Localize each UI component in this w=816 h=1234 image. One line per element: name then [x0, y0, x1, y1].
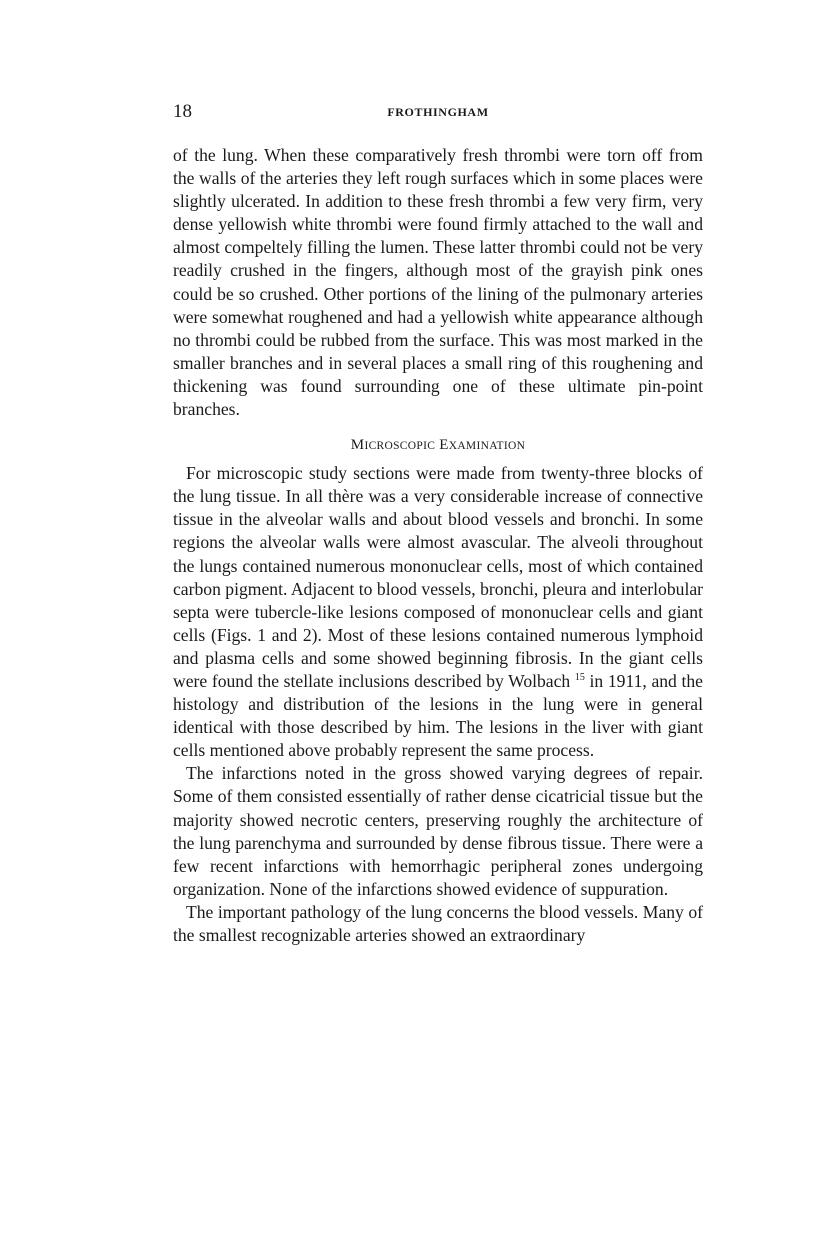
paragraph-blood-vessels: The important pathology of the lung concerns the blood vessels. Many of the smallest recognizable arteries showed an extraordinary — [173, 901, 703, 945]
paragraph-text: For microscopic study sections were made from twenty-three blocks of the lung tissue. In all thère was a very considerable increase of connective tissue in the alveolar walls and about blood vessels and bronchi. In some regions the alveolar walls were almost avascular. The alveoli throughout the lungs contained numerous mononuclear cells, most of which contained carbon pigment. Adjacent to blood vessels, bronchi, pleura and interlobular septa were tubercle-like lesions composed of mononuclear cells and giant cells (Figs. 1 and 2). Most of these lesions contained numerous lymphoid and plasma cells and some showed beginning fibrosis. In the giant cells were found the stellate inclusions described by Wolbach — [173, 463, 703, 691]
body-text — [173, 144, 703, 947]
running-title: FROTHINGHAM — [387, 105, 489, 119]
section-heading-microscopic-examination — [173, 434, 703, 458]
page-number: 18 — [173, 101, 192, 122]
reference-superscript: 15 — [574, 672, 585, 684]
running-head — [173, 101, 703, 127]
paragraph-infarctions: The infarctions noted in the gross showed varying degrees of repair. Some of them consisted essentially of rather dense cicatricial tissue but the majority showed necrotic centers, preserving roughly the architecture of the lung parenchyma and surrounded by dense fibrous tissue. There were a few recent infarctions with hemorrhagic peripheral zones undergoing organization. None of the infarctions showed evidence of suppuration. — [173, 763, 703, 899]
heading-initial: M — [350, 437, 365, 454]
heading-smallcaps: XAMINATION — [448, 440, 526, 453]
heading-initial: E — [439, 437, 449, 454]
paragraph-microscopic-study — [173, 462, 703, 762]
paragraph-text: in 1911, and the histology and distribution of the lesions in the lung were in general identical with those described by him. The lesions in the liver with giant cells mentioned above probably represent the same process. — [173, 670, 703, 761]
heading-smallcaps: ICROSCOPIC — [364, 440, 436, 453]
paragraph-continued: of the lung. When these comparatively fresh thrombi were torn off from the walls of the arteries they left rough surfaces which in some places were slightly ulcerated. In addition to these fresh thrombi a few very firm, very dense yellowish white thrombi were found firmly attached to the wall and almost compeltely filling the lumen. These latter thrombi could not be very readily crushed in the fingers, although most of the grayish pink ones could be so crushed. Other portions of the lining of the pulmonary arteries were somewhat roughened and had a yellowish white appearance although no thrombi could be rubbed from the surface. This was most marked in the smaller branches and in several places a small ring of this roughening and thickening was found surrounding one of these ultimate pin-point branches. — [173, 145, 703, 420]
